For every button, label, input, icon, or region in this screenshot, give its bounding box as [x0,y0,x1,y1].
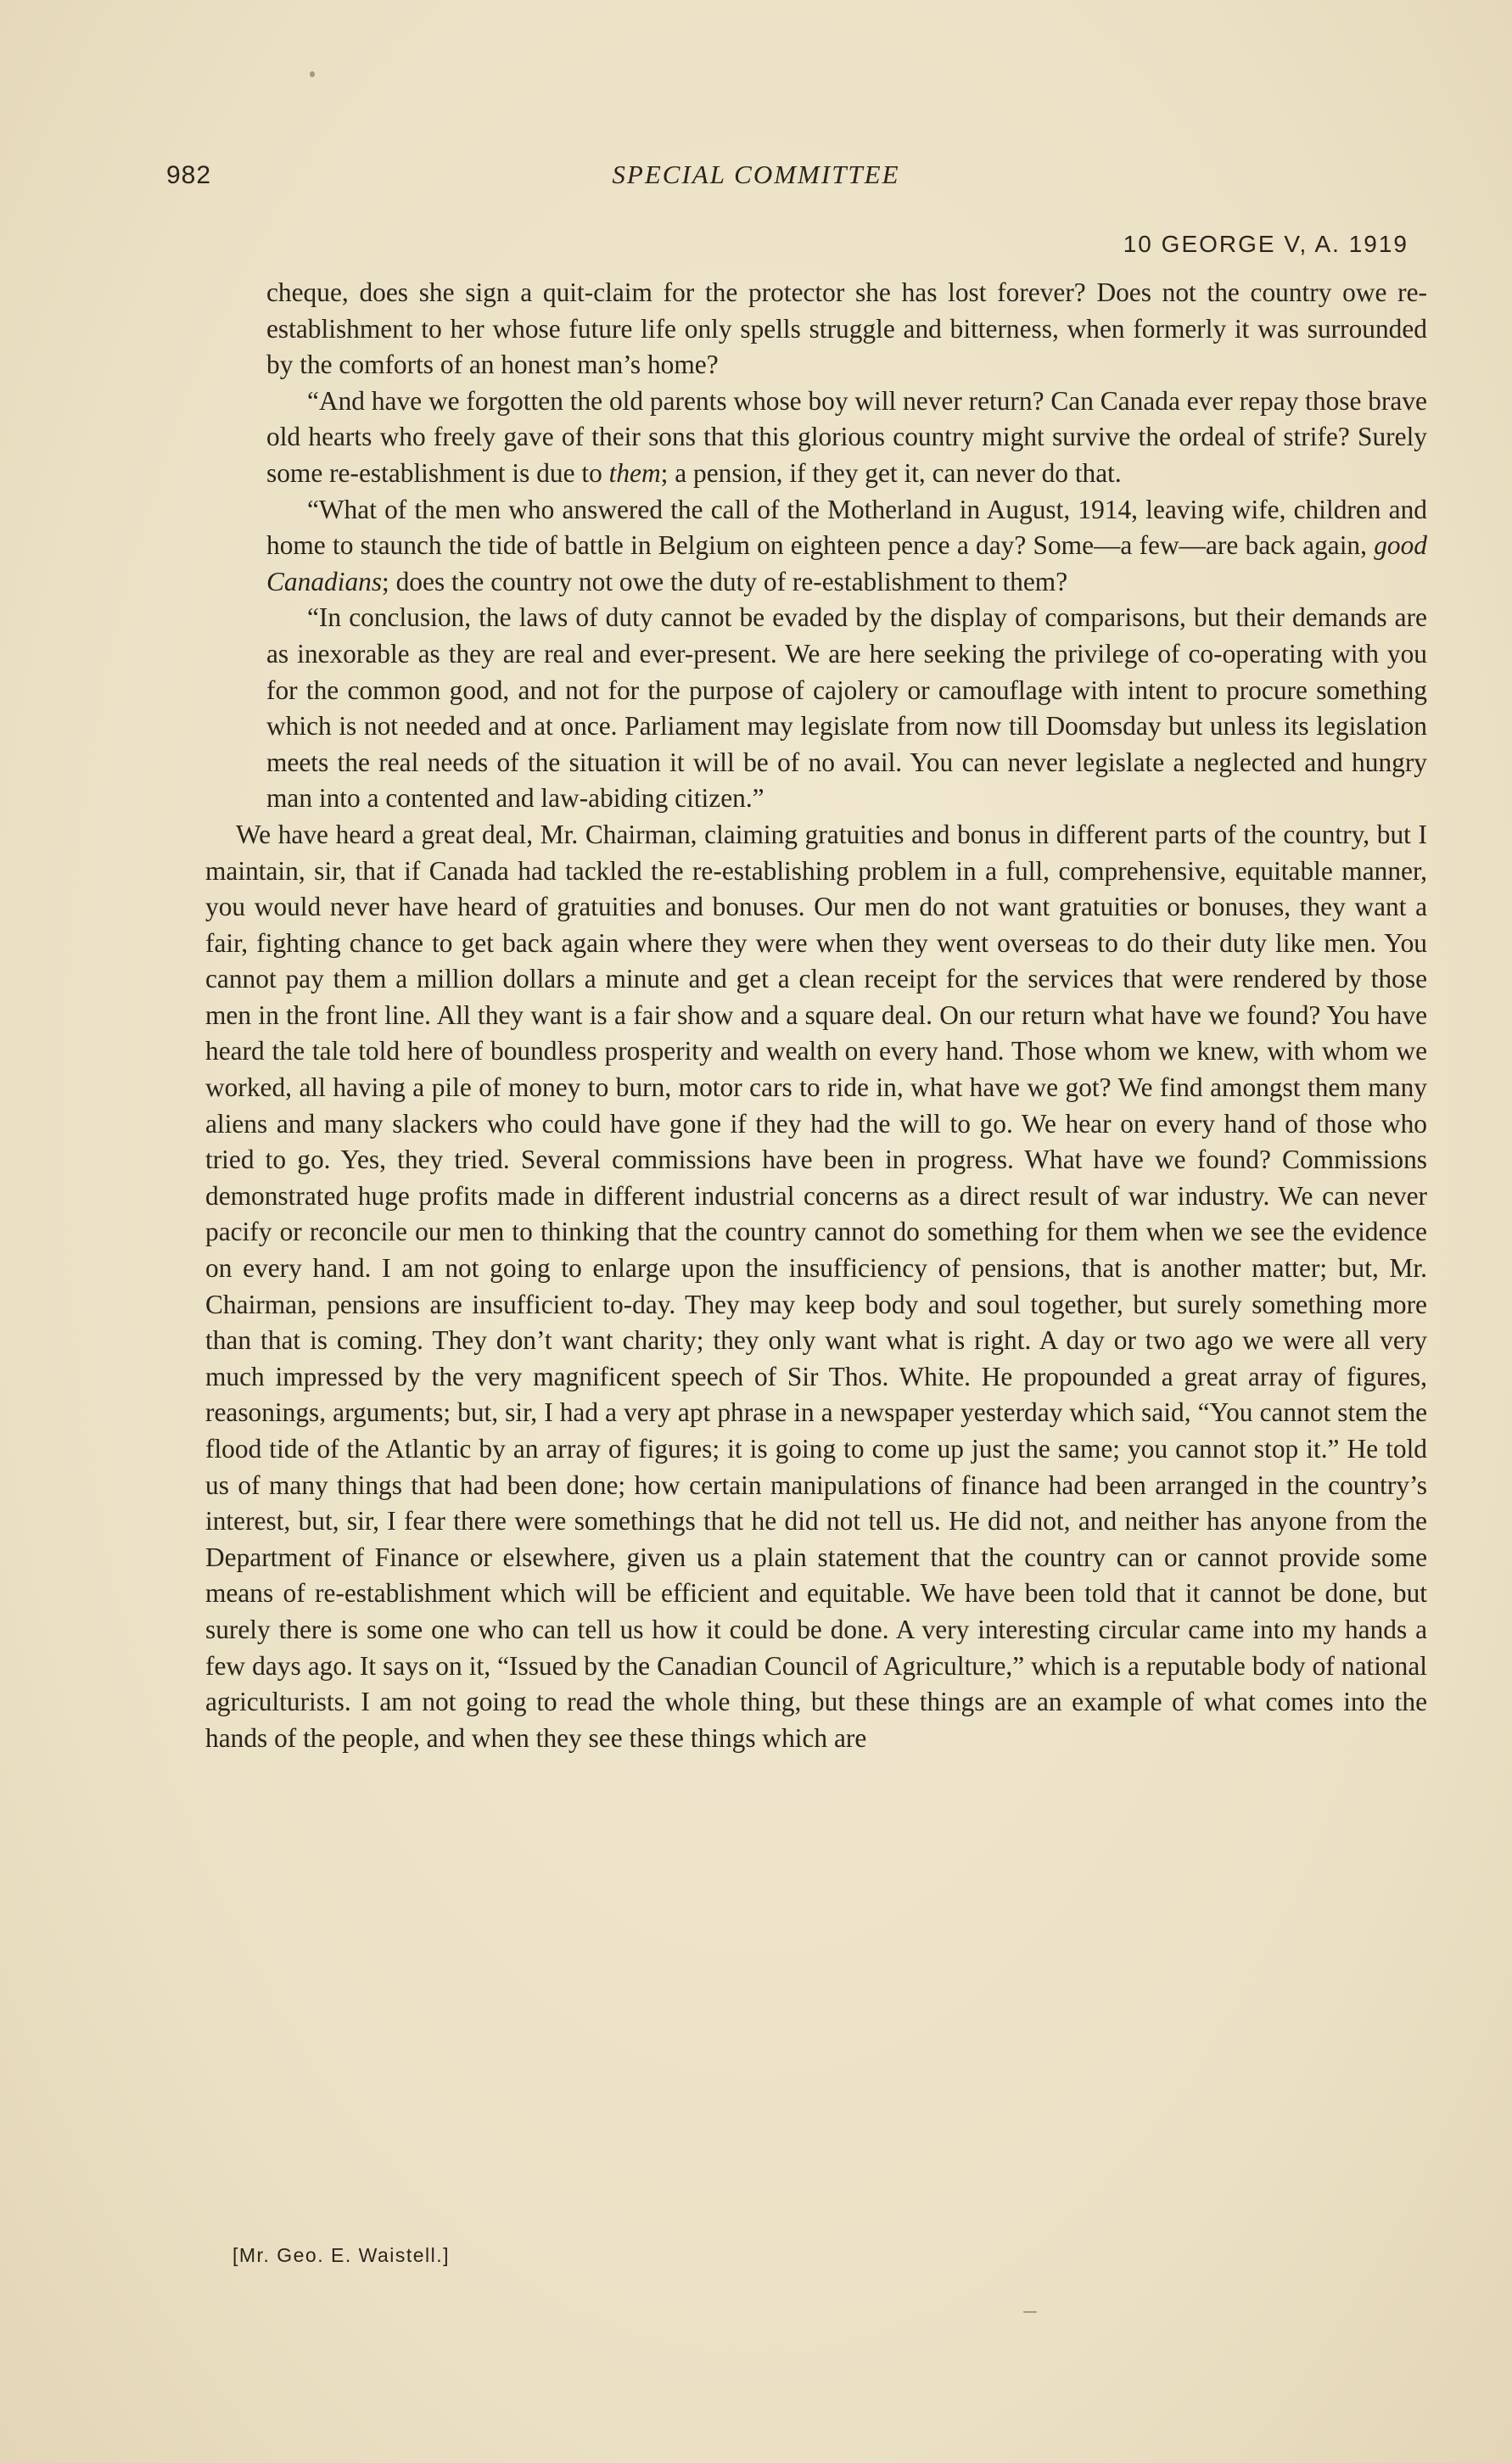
body-text [205,275,1427,1756]
quote-emphasis: good Canadians [266,530,1427,596]
running-head-title: SPECIAL COMMITTEE [612,160,900,189]
quote-emphasis: them [608,457,661,488]
quote-paragraph-4: “In conclusion, the laws of duty cannot be evaded by the display of comparisons, but their demands are as inexorable as they are real and ever-present. We are here seeking the privilege of co-operating with you for the common good, and not for the purpose of cajolery or camouflage with intent to procure something which is not needed and at once. Parliament may legislate from now till Doomsday but unless its legislation meets the real needs of the situation it will be of no avail. You can never legislate a neglected and hungry man into a contented and law-abiding citizen.” [266,602,1427,814]
speech-paragraph: We have heard a great deal, Mr. Chairman, claiming gratuities and bonus in different parts of the country, but I maintain, sir, that if Canada had tackled the re-establishing problem in a full, comprehensive, equitable manner, you would never have heard of gratuities and bonuses. Our men do not want gratuities or bonuses, they want a fair, fighting chance to get back again where they were when they went overseas to do their duty like men. You cannot pay them a million dollars a minute and get a clean receipt for the services that were rendered by those men in the front line. All they want is a fair show and a square deal. On our return what have we found? You have heard the tale told here of boundless prosperity and wealth on every hand. Those whom we knew, with whom we worked, all having a pile of money to burn, motor cars to ride in, what have we got? We find amongst them many aliens and many slackers who could have gone if they had the will to go. We hear on every hand of those who tried to go. Yes, they tried. Several commissions have been in progress. What have we found? Commissions demonstrated huge profits made in different industrial concerns as a direct result of war industry. We can never pacify or reconcile our men to thinking that the country cannot do something for them when we see the evidence on every hand. I am not going to enlarge upon the insufficiency of pensions, that is another matter; but, Mr. Chairman, pensions are insufficient to-day. They may keep body and soul together, but surely something more than that is coming. They don’t want charity; they only want what is right. A day or two ago we were all very much impressed by the very magnificent speech of Sir Thos. White. He propounded a great array of figures, reasonings, arguments; but, sir, I had a very apt phrase in a newspaper yesterday which said, “You cannot stem the flood tide of the Atlantic by an array of figures; it is going to come up just the same; you cannot stop it.” He told us of many things that had been done; how certain manipulations of finance had been arranged in the country’s interest, but, sir, I fear there were somethings that he did not tell us. He did not, and neither has anyone from the Department of Finance or elsewhere, given us a plain statement that the country can or cannot provide some means of re-establishment which will be efficient and equitable. We have been told that it cannot be done, but surely there is some one who can tell us how it could be done. A very interesting circular came into my hands a few days ago. It says on it, “Issued by the Canadian Council of Agriculture,” which is a reputable body of national agriculturists. I am not going to read the whole thing, but these things are an example of what comes into the hands of the people, and when they see these things which are [205,819,1427,1753]
quote-text: ; a pension, if they get it, can never do that. [660,457,1122,488]
page-number: 982 [166,161,212,189]
ink-speck [1023,2311,1037,2313]
quote-text: “What of the men who answered the call of the Motherland in August, 1914, leaving wife, children and home to staunch the tide of battle in Belgium on eighteen pence a day? Some—a few—are back again, [266,494,1427,561]
quote-paragraph-3 [266,492,1427,601]
quote-text: ; does the country not owe the duty of re-establishment to them? [382,566,1068,596]
session-reference: 10 GEORGE V, A. 1919 [1123,231,1408,257]
speaker-attribution: [Mr. Geo. E. Waistell.] [232,2244,451,2266]
ink-speck [310,71,315,77]
quote-paragraph-1: cheque, does she sign a quit-claim for the protector she has lost forever? Does not the country owe re-establishment to her whose future life only spells struggle and bitterness, when formerly it was surrounded by the comforts of an honest man’s home? [266,277,1427,380]
quote-text: “And have we forgotten the old parents whose boy will never return? Can Canada ever repay those brave old hearts who freely gave of their sons that this glorious country might survive the ordeal of strife? Surely some re-establishment is due to [266,385,1427,488]
quote-paragraph-2 [266,383,1427,492]
